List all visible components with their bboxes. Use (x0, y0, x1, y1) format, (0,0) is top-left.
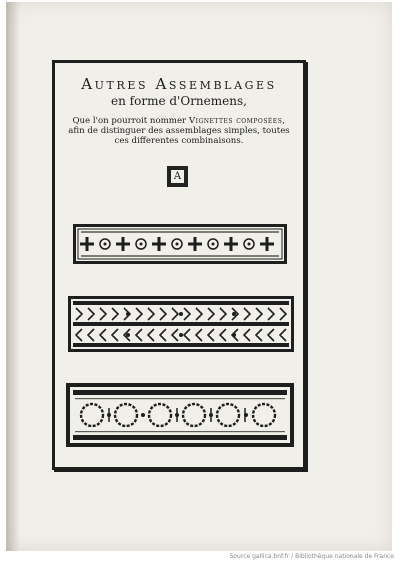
ornament-band-crosses (73, 224, 287, 264)
desc-smallcaps: Vignettes composées, (188, 116, 286, 126)
source-credit: Source gallica.bnf.fr / Bibliothèque nationale de France (229, 553, 394, 560)
plate-subtitle: en forme d'Ornemens, (111, 94, 247, 108)
plate-description (63, 116, 295, 146)
book-page (6, 2, 392, 551)
ornament-letter-block (167, 166, 188, 187)
ornament-letter: A (170, 169, 185, 184)
plate-title: Autres Assemblages (81, 75, 277, 93)
desc-prefix: Que l'on pourroit nommer (72, 116, 187, 126)
desc-rest: afin de distinguer des assemblages simples, toutes ces differentes combinaisons. (68, 126, 290, 146)
ornament-band-lattice (68, 296, 294, 352)
spine-shadow (6, 2, 20, 551)
plate-frame (52, 60, 306, 470)
ornament-band-wreaths (66, 383, 294, 447)
